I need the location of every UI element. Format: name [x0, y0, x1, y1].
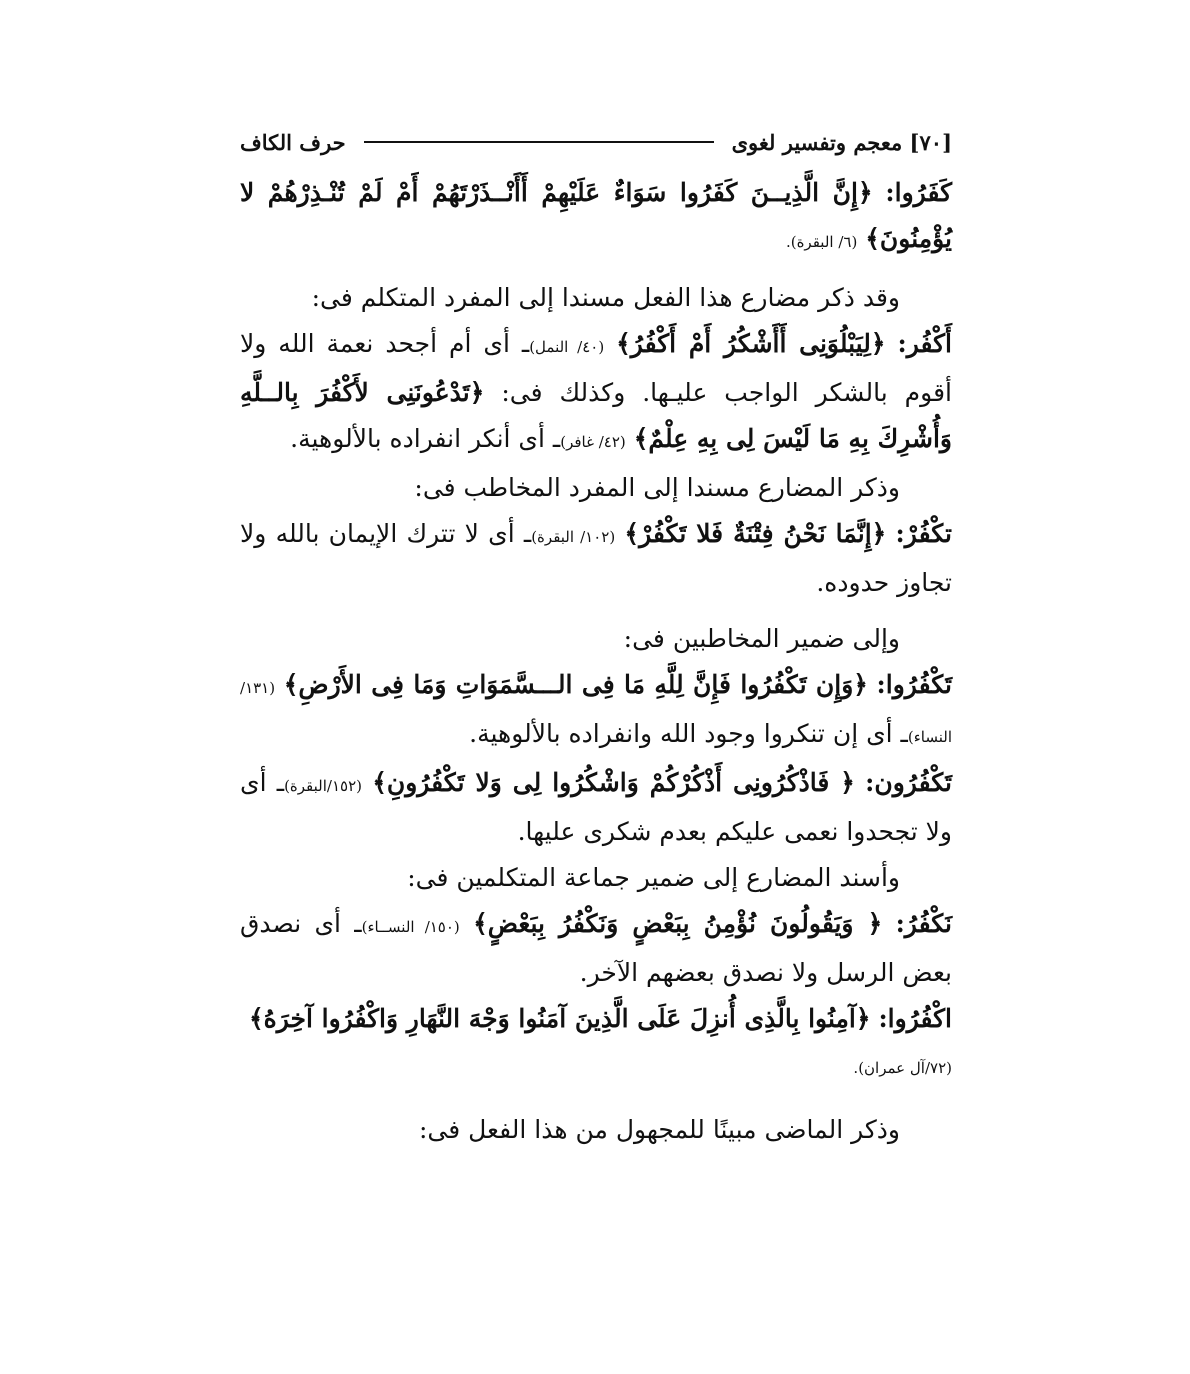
entry-term: أَكْفُر: — [897, 329, 952, 358]
entry-takfurun — [240, 760, 952, 855]
entry-ukfuru — [240, 996, 952, 1042]
explanation: ـ أى ولا تجحدوا نعمى عليكم بعدم شكرى عليها. — [240, 768, 952, 846]
verse-reference: (٦/ البقرة). — [785, 233, 858, 251]
verse-reference: (٧٢/آل عمران). — [853, 1059, 952, 1077]
entry-term: كَفَرُوا: — [885, 178, 952, 207]
paragraph: وذكر المضارع مسندا إلى المفرد المخاطب فى: — [414, 473, 900, 502]
verse-reference: (٤٢/ غافر) — [560, 433, 626, 451]
paragraph: وأسند المضارع إلى ضمير جماعة المتكلمين فى: — [407, 863, 900, 892]
entry-term: اكْفُرُوا: — [878, 1004, 952, 1033]
verse-reference: (٤٠/ النمل) — [529, 338, 605, 356]
chapter-title: حرف الكاف — [240, 129, 346, 155]
entry-akfur — [240, 321, 952, 465]
page-header — [240, 124, 952, 160]
quran-quote: ﴿آمِنُوا بِالَّذِى أُنزِلَ عَلَى الَّذِينَ آمَنُوا وَجْهَ النَّهَارِ وَاكْفُرُوا آخِرَهُ﴾ — [249, 1004, 871, 1033]
page-title: [٧٠] معجم وتفسير لغوى — [731, 129, 952, 155]
verse-reference: (١٠٢/ البقرة) — [531, 528, 616, 546]
entry-takfuru — [240, 662, 952, 760]
body-text — [240, 170, 952, 1153]
entry-takfur — [240, 511, 952, 606]
quran-quote: ﴿إِنَّمَا نَحْنُ فِتْنَةٌ فَلا تَكْفُرْ﴾ — [624, 519, 887, 548]
paragraph: وذكر الماضى مبينًا للمجهول من هذا الفعل فى: — [418, 1115, 900, 1144]
entry-term: تكْفُرْ: — [895, 519, 952, 548]
quran-quote: ﴿ وَيَقُولُونَ نُؤْمِنُ بِبَعْضٍ وَنَكْفُرُ بِبَعْضٍ﴾ — [473, 909, 883, 938]
verse-reference: (١٣١/النساء) — [240, 679, 952, 746]
quran-quote: ﴿ فَاذْكُرُونِى أَذْكُرْكُمْ وَاشْكُرُوا لِى وَلا تَكْفُرُونِ﴾ — [372, 768, 855, 797]
explanation: ـ أى إن تنكروا وجود الله وانفراده بالألوهية. — [469, 719, 908, 748]
explanation: ـ أى نصدق بعض الرسل ولا نصدق بعضهم الآخر. — [240, 909, 952, 987]
explanation: ـ أى أنكر انفراده بالألوهية. — [290, 424, 561, 453]
quran-quote: ﴿لِيَبْلُوَنِى أَأَشْكُرُ أَمْ أَكْفُرُ﴾ — [616, 329, 886, 358]
explanation: ـ أى أم أجحد نعمة الله ولا أقوم بالشكر الواجب عليـها. وكذلك فى: — [240, 329, 952, 407]
paragraph: وقد ذكر مضارع هذا الفعل مسندا إلى المفرد المتكلم فى: — [311, 283, 900, 312]
quran-quote: ﴿إِنَّ الَّذِيــنَ كَفَرُوا سَوَاءٌ عَلَيْهِمْ أَأَنْــذَرْتَهُمْ أَمْ لَمْ تُنْـذِرْهُمْ لا يُؤْمِنُونَ﴾ — [240, 178, 952, 253]
verse-reference: (١٥٠/ النســاء) — [361, 918, 460, 936]
entry-term: نَكْفُرُ: — [895, 909, 952, 938]
header-rule — [364, 141, 714, 143]
verse-reference-line — [240, 1042, 952, 1091]
verse-reference: (١٥٢/البقرة) — [284, 777, 362, 795]
quran-quote: ﴿تَدْعُونَنِى لأَكْفُرَ بِالــلَّهِ وَأُشْرِكَ بِهِ مَا لَيْسَ لِى بِهِ عِلْمٌ﴾ — [240, 378, 952, 453]
entry-term: تَكْفُرُوا: — [876, 670, 952, 699]
entry-term: تَكْفُرُون: — [865, 768, 952, 797]
explanation: ـ أى لا تترك الإيمان بالله ولا تجاوز حدوده. — [240, 519, 952, 597]
entry-nakfur — [240, 901, 952, 996]
entry-kafaru — [240, 170, 952, 265]
paragraph: وإلى ضمير المخاطبين فى: — [623, 624, 900, 653]
quran-quote: ﴿وَإِن تَكْفُرُوا فَإِنَّ لِلَّهِ مَا فِى الـــسَّمَوَاتِ وَمَا فِى الأَرْضِ﴾ — [283, 670, 868, 699]
